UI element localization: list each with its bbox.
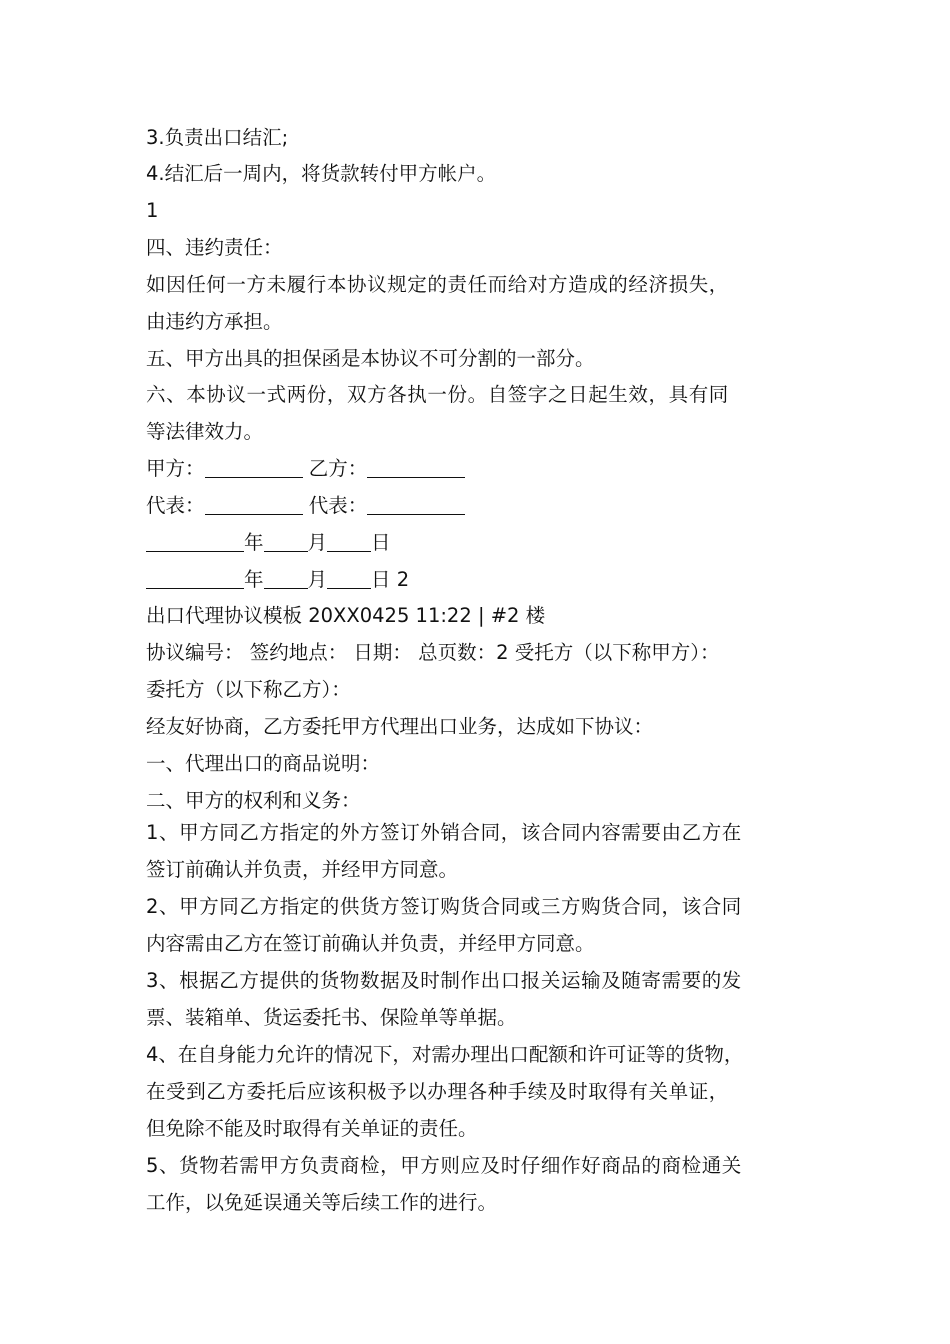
party-b-blank: [367, 457, 465, 478]
text-line: 五、甲方出具的担保函是本协议不可分割的一部分。: [146, 347, 595, 370]
date-row: [146, 568, 826, 592]
signature-party-row: [146, 457, 826, 481]
party-a-label: 甲方：: [146, 457, 205, 480]
text-line: 如因任何一方未履行本协议规定的责任而给对方造成的经济损失，: [146, 273, 729, 296]
party-a-blank: [205, 457, 303, 478]
text-line: 但免除不能及时取得有关单证的责任。: [146, 1117, 478, 1140]
text-line: 在受到乙方委托后应该积极予以办理各种手续及时取得有关单证，: [146, 1080, 729, 1103]
date-row: [146, 531, 826, 555]
year-blank: [146, 531, 244, 552]
text-line: 4、在自身能力允许的情况下，对需办理出口配额和许可证等的货物，: [146, 1043, 744, 1066]
text-line: 1、甲方同乙方指定的外方签订外销合同，该合同内容需要由乙方在: [146, 821, 742, 844]
text-line: 六、本协议一式两份，双方各执一份。自签字之日起生效，具有同: [146, 383, 729, 406]
page-number: 1: [146, 199, 159, 222]
text-line: 等法律效力。: [146, 420, 264, 443]
text-line: 3、根据乙方提供的货物数据及时制作出口报关运输及随寄需要的发: [146, 969, 742, 992]
text-line: 由违约方承担。: [146, 310, 283, 333]
text-line: 经友好协商，乙方委托甲方代理出口业务，达成如下协议：: [146, 715, 654, 738]
month-label: 月: [307, 531, 328, 554]
year-blank: [146, 568, 244, 589]
text-line: 内容需由乙方在签订前确认并负责，并经甲方同意。: [146, 932, 595, 955]
section-heading: 一、代理出口的商品说明：: [146, 752, 381, 775]
day-label: 日 2: [371, 568, 410, 591]
day-blank: [327, 568, 371, 589]
party-b-label: 乙方：: [308, 457, 368, 480]
rep-b-label: 代表：: [308, 494, 368, 517]
text-line: 3.负责出口结汇;: [146, 126, 289, 149]
text-line: 委托方（以下称乙方）：: [146, 678, 351, 701]
month-label: 月: [307, 568, 328, 591]
text-line: 5、货物若需甲方负责商检，甲方则应及时仔细作好商品的商检通关: [146, 1154, 742, 1177]
text-line: 签订前确认并负责，并经甲方同意。: [146, 858, 459, 881]
year-label: 年: [244, 568, 264, 591]
day-label: 日: [371, 531, 391, 554]
text-line: 工作，以免延误通关等后续工作的进行。: [146, 1191, 498, 1214]
text-line: 票、装箱单、货运委托书、保险单等单据。: [146, 1006, 517, 1029]
text-line: 4.结汇后一周内，将货款转付甲方帐户。: [146, 162, 497, 185]
rep-b-blank: [367, 494, 465, 515]
post-title: 出口代理协议模板 20XX0425 11:22 | #2 楼: [146, 604, 546, 627]
section-heading: 二、甲方的权利和义务：: [146, 789, 361, 812]
month-blank: [264, 568, 308, 589]
year-label: 年: [244, 531, 264, 554]
text-line: 2、甲方同乙方指定的供货方签订购货合同或三方购货合同，该合同: [146, 895, 742, 918]
rep-a-label: 代表：: [146, 494, 205, 517]
rep-a-blank: [205, 494, 303, 515]
signature-rep-row: [146, 494, 826, 518]
day-blank: [327, 531, 371, 552]
section-heading: 四、违约责任：: [146, 236, 283, 259]
text-line: 协议编号： 签约地点： 日期： 总页数：2 受托方（以下称甲方）：: [146, 641, 720, 664]
month-blank: [264, 531, 308, 552]
